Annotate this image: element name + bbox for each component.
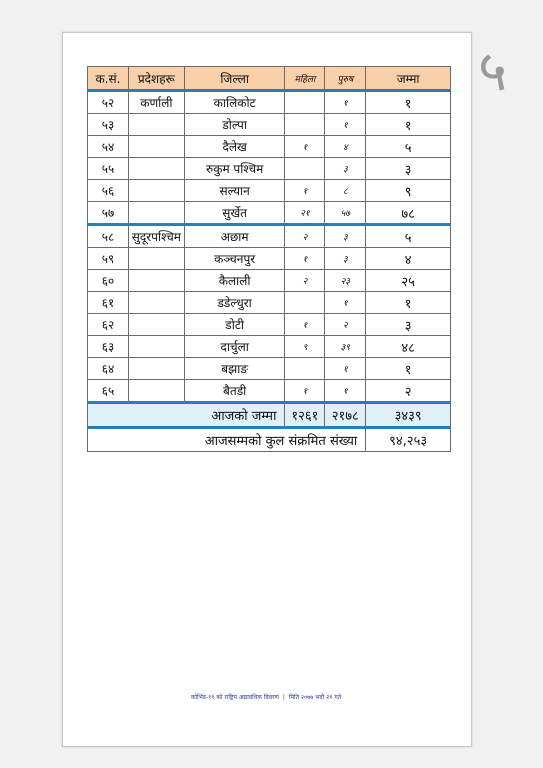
header-female: महिला: [285, 67, 325, 91]
serial-number: ५९: [88, 248, 129, 270]
district-name: कञ्चनपुर: [184, 248, 285, 270]
today-total-row: [88, 403, 451, 428]
female-count: १: [285, 136, 325, 158]
male-count: ८: [325, 180, 366, 202]
serial-number: ६२: [88, 314, 129, 336]
district-name: दार्चुला: [184, 336, 285, 358]
province-cell: [128, 202, 184, 225]
serial-number: ५८: [88, 225, 129, 248]
female-count: १: [285, 180, 325, 202]
serial-number: ५३: [88, 114, 129, 136]
female-count: [285, 114, 325, 136]
total-count: ४८: [366, 336, 451, 358]
table-row: [88, 114, 451, 136]
female-count: २: [285, 225, 325, 248]
female-count: [285, 91, 325, 114]
today-grand-total: ३४३९: [366, 403, 451, 428]
total-count: ३: [366, 158, 451, 180]
total-count: १: [366, 292, 451, 314]
table-row: [88, 314, 451, 336]
table-row: [88, 202, 451, 225]
table-row: [88, 336, 451, 358]
female-count: ९: [285, 336, 325, 358]
male-count: २३: [325, 270, 366, 292]
district-name: बैतडी: [184, 380, 285, 403]
covid-district-table: [87, 66, 451, 452]
male-count: ४: [325, 136, 366, 158]
province-cell: [128, 158, 184, 180]
district-name: डोटी: [184, 314, 285, 336]
serial-number: ६०: [88, 270, 129, 292]
header-sn: क.सं.: [88, 67, 129, 91]
district-name: सल्यान: [184, 180, 285, 202]
page-footer: कोभिड-१९ को राष्ट्रिय अद्यावधिक विवरण | मिति २०७७ भदौ २१ गते: [190, 694, 342, 701]
province-name: कर्णाली: [128, 91, 184, 114]
male-count: ५७: [325, 202, 366, 225]
district-name: दैलेख: [184, 136, 285, 158]
table-row: [88, 358, 451, 380]
province-cell: [128, 358, 184, 380]
district-name: डडेल्धुरा: [184, 292, 285, 314]
serial-number: ५६: [88, 180, 129, 202]
footer-title: कोभिड-१९ को राष्ट्रिय अद्यावधिक विवरण: [190, 694, 279, 701]
table-row: [88, 292, 451, 314]
province-cell: [128, 314, 184, 336]
district-name: रुकुम पश्चिम: [184, 158, 285, 180]
cumulative-total: ९४,२५३: [366, 428, 451, 452]
serial-number: ६१: [88, 292, 129, 314]
serial-number: ६४: [88, 358, 129, 380]
table-row: [88, 225, 451, 248]
province-cell: [128, 136, 184, 158]
table-row: [88, 380, 451, 403]
table-row: [88, 180, 451, 202]
female-count: १: [285, 380, 325, 403]
total-count: ९: [366, 180, 451, 202]
male-count: १: [325, 358, 366, 380]
cumulative-row: [88, 428, 451, 452]
province-cell: [128, 336, 184, 358]
table-row: [88, 91, 451, 114]
female-count: [285, 292, 325, 314]
male-count: १: [325, 114, 366, 136]
female-count: २१: [285, 202, 325, 225]
header-male: पुरुष: [325, 67, 366, 91]
total-count: ४: [366, 248, 451, 270]
total-count: २: [366, 380, 451, 403]
district-name: कालिकोट: [184, 91, 285, 114]
province-cell: [128, 248, 184, 270]
serial-number: ५७: [88, 202, 129, 225]
male-count: २: [325, 314, 366, 336]
today-female-total: १२६१: [285, 403, 325, 428]
district-name: अछाम: [184, 225, 285, 248]
male-count: १: [325, 292, 366, 314]
header-province: प्रदेशहरू: [128, 67, 184, 91]
total-count: १: [366, 358, 451, 380]
header-total: जम्मा: [366, 67, 451, 91]
district-name: बझाङ: [184, 358, 285, 380]
today-male-total: २१७८: [325, 403, 366, 428]
province-cell: [128, 114, 184, 136]
table-row: [88, 248, 451, 270]
province-cell: [128, 270, 184, 292]
province-cell: [128, 180, 184, 202]
female-count: २: [285, 270, 325, 292]
province-cell: [128, 292, 184, 314]
male-count: ३९: [325, 336, 366, 358]
table-row: [88, 270, 451, 292]
male-count: ३: [325, 225, 366, 248]
female-count: १: [285, 314, 325, 336]
serial-number: ५४: [88, 136, 129, 158]
footer-date: मिति २०७७ भदौ २१ गते: [288, 694, 342, 701]
total-count: २५: [366, 270, 451, 292]
total-count: ५: [366, 225, 451, 248]
table-row: [88, 136, 451, 158]
female-count: १: [285, 248, 325, 270]
female-count: [285, 158, 325, 180]
total-count: ५: [366, 136, 451, 158]
total-count: १: [366, 114, 451, 136]
serial-number: ६३: [88, 336, 129, 358]
header-district: जिल्ला: [184, 67, 285, 91]
table-header-row: [88, 67, 451, 91]
table-body: [88, 91, 451, 452]
serial-number: ६५: [88, 380, 129, 403]
total-count: १: [366, 91, 451, 114]
today-total-label: आजको जम्मा: [88, 403, 285, 428]
page-number: ५: [478, 39, 508, 104]
province-name: सुदूरपश्चिम: [128, 225, 184, 248]
male-count: १: [325, 91, 366, 114]
district-name: कैलाली: [184, 270, 285, 292]
male-count: ३: [325, 158, 366, 180]
total-count: ३: [366, 314, 451, 336]
province-cell: [128, 380, 184, 403]
district-name: डोल्पा: [184, 114, 285, 136]
cumulative-label: आजसम्मको कुल संक्रमित संख्या: [88, 428, 366, 452]
total-count: ७८: [366, 202, 451, 225]
female-count: [285, 358, 325, 380]
table-row: [88, 158, 451, 180]
male-count: ३: [325, 248, 366, 270]
district-name: सुर्खेत: [184, 202, 285, 225]
male-count: १: [325, 380, 366, 403]
serial-number: ५५: [88, 158, 129, 180]
serial-number: ५२: [88, 91, 129, 114]
